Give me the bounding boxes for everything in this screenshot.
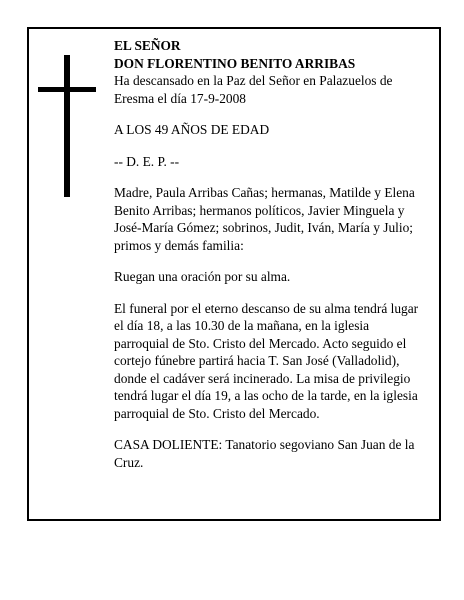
family-paragraph: Madre, Paula Arribas Cañas; hermanas, Matilde y Elena Benito Arribas; hermanos políticos, Javier Minguela y José-María Gómez; sobrinos, Judit, Iván, María y Julio; primos y demás familia: bbox=[114, 185, 415, 253]
funeral-home: CASA DOLIENTE: Tanatorio segoviano San Juan de la Cruz. bbox=[114, 437, 415, 470]
cross-horizontal-bar bbox=[38, 87, 96, 92]
cross-icon bbox=[38, 55, 96, 197]
deceased-title: EL SEÑOR bbox=[114, 38, 181, 53]
obituary-text bbox=[114, 37, 424, 485]
age-line: A LOS 49 AÑOS DE EDAD bbox=[114, 122, 270, 137]
prayer-request: Ruegan una oración por su alma. bbox=[114, 269, 291, 284]
notice-header bbox=[114, 37, 424, 107]
death-announcement: Ha descansado en la Paz del Señor en Palazuelos de Eresma el día 17-9-2008 bbox=[114, 73, 393, 106]
funeral-details: El funeral por el eterno descanso de su alma tendrá lugar el día 18, a las 10.30 de la mañana, en la iglesia parroquial de Sto. Cristo del Mercado. Acto seguido el cortejo fúnebre partirá hacia T. San José (Valladolid), donde el cadáver será incinerado. La misa de privilegio tendrá lugar el día 19, a las ocho de la tarde, en la iglesia parroquial de Sto. Cristo del Mercado. bbox=[114, 300, 419, 421]
deceased-name: DON FLORENTINO BENITO ARRIBAS bbox=[114, 55, 356, 71]
rip-line: -- D. E. P. -- bbox=[114, 153, 180, 169]
cross-vertical-bar bbox=[64, 55, 70, 197]
